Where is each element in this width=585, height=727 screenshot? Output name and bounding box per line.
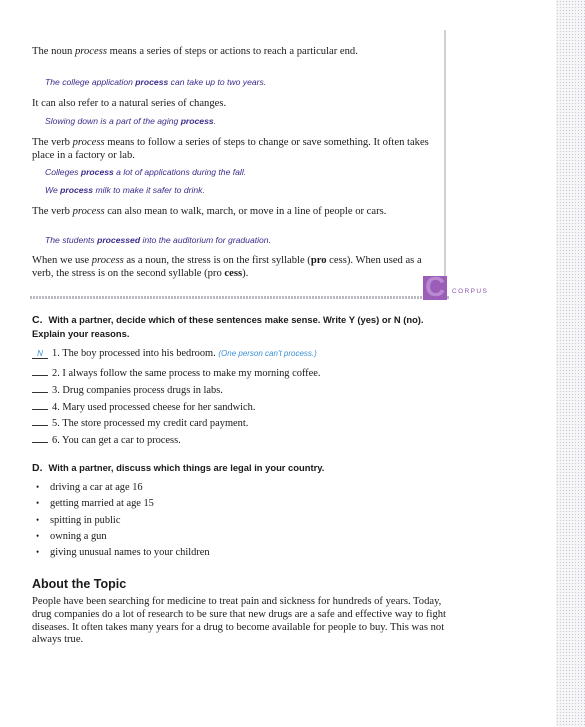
section-letter: D. bbox=[32, 462, 43, 474]
about-topic-heading: About the Topic bbox=[32, 577, 127, 591]
exercise-item: 6. You can get a car to process. bbox=[32, 431, 181, 447]
bullet-icon: • bbox=[36, 547, 40, 557]
corpus-example: Colleges process a lot of applications during the fall. bbox=[45, 167, 247, 177]
corpus-paragraph-verb: The verb process means to follow a series of steps to change or save something. It often takes place in a factory or lab. bbox=[32, 137, 429, 162]
corpus-divider bbox=[30, 296, 450, 299]
answer-blank[interactable] bbox=[32, 381, 48, 393]
section-d-instruction: With a partner, discuss which things are legal in your country. bbox=[48, 462, 325, 473]
exercise-item: 3. Drug companies process drugs in labs. bbox=[32, 381, 223, 397]
list-item: • giving unusual names to your children bbox=[36, 547, 210, 558]
corpus-paragraph-stress: When we use process as a noun, the stress is on the first syllable (pro cess). When used as a verb, the stress is on the second syllable (pro cess). bbox=[32, 255, 422, 280]
exercise-item: 5. The store processed my credit card payment. bbox=[32, 414, 248, 430]
corpus-example: Slowing down is a part of the aging process. bbox=[45, 116, 217, 126]
corpus-paragraph-noun: The noun process means a series of steps or actions to reach a particular end. bbox=[32, 46, 358, 57]
answer-blank[interactable] bbox=[32, 398, 48, 410]
section-d-heading bbox=[32, 461, 442, 475]
exercise-item: N 1. The boy processed into his bedroom. (One person can't process.) bbox=[32, 347, 317, 360]
bullet-icon: • bbox=[36, 498, 40, 508]
corpus-example: The college application process can take up to two years. bbox=[45, 77, 267, 87]
corpus-badge-letter: C bbox=[425, 271, 446, 302]
answer-blank[interactable] bbox=[32, 414, 48, 426]
corpus-paragraph-verb-walk: The verb process can also mean to walk, march, or move in a line of people or cars. bbox=[32, 206, 387, 217]
corpus-example: The students processed into the auditorium for graduation. bbox=[45, 235, 271, 245]
list-item: • driving a car at age 16 bbox=[36, 482, 143, 493]
exercise-item: 2. I always follow the same process to make my morning coffee. bbox=[32, 364, 320, 380]
list-item: • spitting in public bbox=[36, 515, 121, 526]
page-margin-pattern bbox=[556, 0, 585, 727]
answer-blank[interactable] bbox=[32, 431, 48, 443]
bullet-icon: • bbox=[36, 515, 40, 525]
section-c-instruction: With a partner, decide which of these sentences make sense. Write Y (yes) or N (no). Explain your reasons. bbox=[32, 314, 424, 339]
corpus-example: We process milk to make it safer to drink. bbox=[45, 185, 205, 195]
bullet-icon: • bbox=[36, 531, 40, 541]
exercise-item: 4. Mary used processed cheese for her sandwich. bbox=[32, 398, 255, 414]
bullet-icon: • bbox=[36, 482, 40, 492]
answer-note: (One person can't process.) bbox=[218, 349, 317, 358]
list-item: • getting married at age 15 bbox=[36, 498, 154, 509]
answer-blank[interactable] bbox=[32, 364, 48, 376]
section-letter: C. bbox=[32, 314, 43, 326]
corpus-paragraph-natural: It can also refer to a natural series of changes. bbox=[32, 98, 227, 109]
list-item: • owning a gun bbox=[36, 531, 107, 542]
section-c-heading bbox=[32, 313, 442, 340]
answer-blank[interactable]: N bbox=[32, 347, 48, 359]
about-topic-paragraph: People have been searching for medicine to treat pain and sickness for hundreds of years. Today, drug companies do a lot of research to be sure that new drugs are a safe and effective way to fight diseases. It often takes many years for a drug to become available for people to buy. This was not always true. bbox=[32, 596, 446, 646]
corpus-label: CORPUS bbox=[452, 288, 489, 295]
